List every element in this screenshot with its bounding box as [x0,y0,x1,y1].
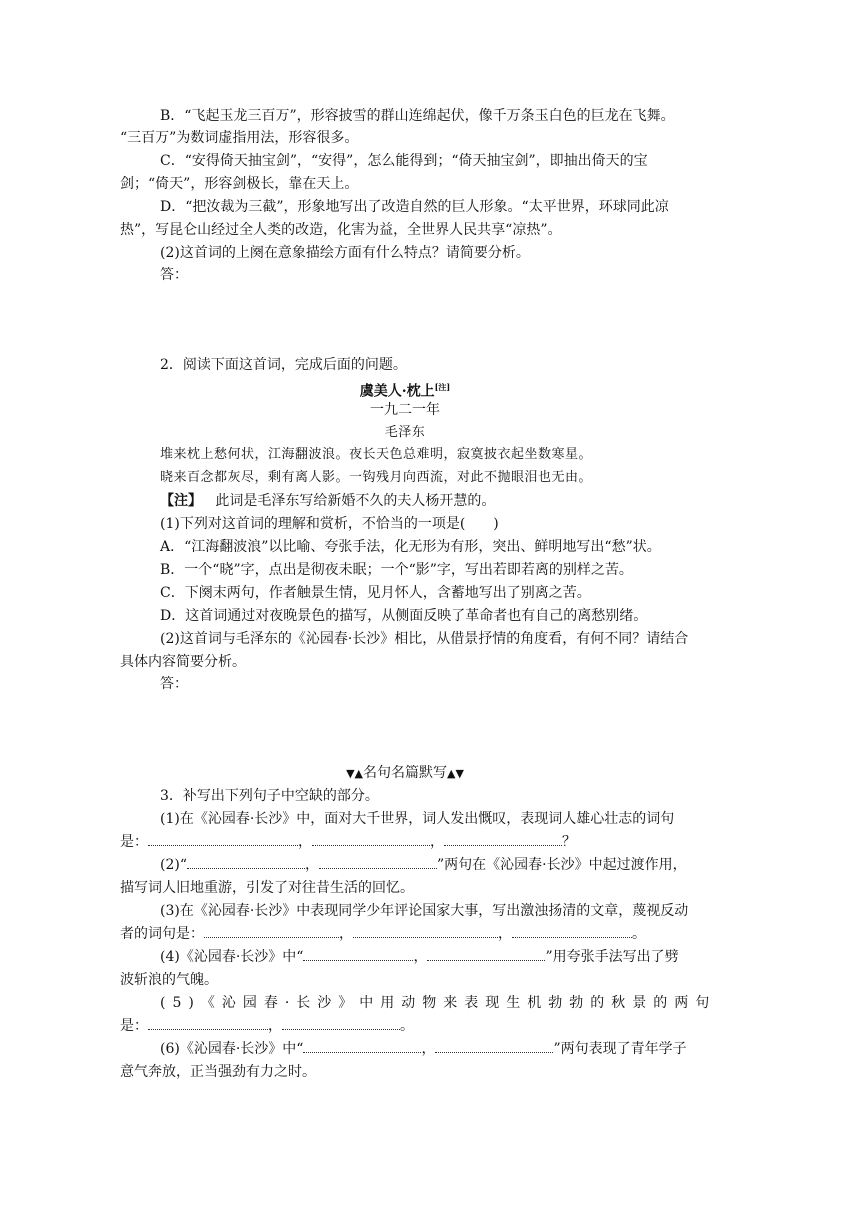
separator: ， [268,1018,282,1034]
q2-intro: 2．阅读下面这首词，完成后面的问题。 [160,357,407,373]
section-title: 名句名篇默写 [363,765,447,781]
q1-subquestion-2: (2)这首词的上阕在意象描绘方面有什么特点？请简要分析。 [160,245,530,261]
q1-option-c-line1: C．“安得倚天抽宝剑”，“安得”，怎么能得到；“倚天抽宝剑”，即抽出倚天的宝 [160,153,648,169]
blank-4-1[interactable] [303,948,413,961]
q3-item6-line2: 意气奔放，正当强劲有力之时。 [120,1064,316,1080]
q1-option-d-line1: D．“把汝裁为三截”，形象地写出了改造自然的巨人形象。“太平世界，环球同此凉 [160,199,669,215]
separator: ， [298,834,312,850]
q2-option-d: D．这首词通过对夜晚景色的描写，从侧面反映了革命者也有自己的离愁别绪。 [160,608,648,624]
q2-option-a: A．“江海翻波浪”以比喻、夸张手法，化无形为有形，突出、鲜明地写出“愁”状。 [160,539,661,555]
q2-option-b: B．一个“晓”字，点出是彻夜未眠；一个“影”字，写出若即若离的别样之苦。 [160,562,633,578]
blank-3-2[interactable] [353,925,498,938]
item5-prefix: 是： [120,1018,148,1034]
q3-item3-line2 [120,923,690,945]
q1-option-b-line1: B．“飞起玉龙三百万”，形容披雪的群山连绵起伏，像千万条玉白色的巨龙在飞舞。 [160,108,675,124]
blank-1-3[interactable] [444,833,562,846]
q3-item6-line1 [160,1038,730,1060]
q2-poem-line1: 堆来枕上愁何状，江海翻波浪。夜长天色总难明，寂寞披衣起坐数寒星。 [160,447,593,462]
blank-2-2[interactable] [319,856,437,869]
period: 。 [632,926,646,942]
q2-subquestion-1: (1)下列对这首词的理解和赏析，不恰当的一项是( ) [160,516,499,532]
q1-option-d-line2: 热”，写昆仑山经过全人类的改造，化害为益，全世界人民共享“凉热”。 [120,222,562,238]
q2-subquestion-2-line2: 具体内容简要分析。 [120,654,246,670]
q2-poem-line2: 晓来百念都灰尽，剩有离人影。一钩残月向西流，对此不抛眼泪也无由。 [160,470,593,485]
separator: ， [430,834,444,850]
q3-item2-line1 [160,854,730,876]
blank-4-2[interactable] [427,948,545,961]
q1-option-b-line2: “三百万”为数词虚指用法，形容很多。 [120,130,359,146]
poem-title-text: 虞美人·枕上 [359,383,435,400]
section-left-decoration: ▼▲ [346,767,363,780]
q3-intro: 3．补写出下列句子中空缺的部分。 [160,788,379,804]
period: 。 [400,1018,414,1034]
blank-3-3[interactable] [512,925,632,938]
item6-prefix: (6)《沁园春·长沙》中“ [160,1041,304,1057]
q3-item4-line2: 波斩浪的气魄。 [120,972,218,988]
question-mark: ？ [562,834,576,850]
blank-2-1[interactable] [187,856,305,869]
blank-3-1[interactable] [204,925,339,938]
q3-item5-line1: (5)《沁园春·长沙》中用动物来表现生机勃勃的秋景的两句 [160,995,717,1011]
note-mark: [注] [434,382,451,392]
separator: ， [305,857,319,873]
separator: ， [421,1041,436,1057]
q3-item1-line2 [120,831,690,853]
item6-suffix: ”两句表现了青年学子 [553,1041,687,1057]
section-header [120,762,690,785]
item4-prefix: (4)《沁园春·长沙》中“ [160,949,304,965]
section-right-decoration: ▲▼ [447,767,464,780]
q2-poem-author: 毛泽东 [384,425,426,440]
blank-5-1[interactable] [148,1017,268,1030]
q1-option-c-line2: 剑；“倚天”，形容剑极长，靠在天上。 [120,176,359,192]
q3-item3-line1: (3)在《沁园春·长沙》中表现同学少年评论国家大事，写出激浊扬清的文章，蔑视反动 [160,903,689,919]
q2-note [160,490,730,512]
note-label: 【注】 [160,493,202,509]
item1-prefix: 是： [120,834,148,850]
blank-5-2[interactable] [282,1017,400,1030]
separator: ， [339,926,353,942]
item2-prefix: (2)“ [160,857,187,873]
blank-1-2[interactable] [312,833,430,846]
q2-answer-label: 答： [160,676,188,692]
blank-1-1[interactable] [148,833,298,846]
q2-subquestion-2-line1: (2)这首词与毛泽东的《沁园春·长沙》相比，从借景抒情的角度看，有何不同？请结合 [160,631,689,647]
separator: ， [498,926,512,942]
item4-suffix: ”用夸张手法写出了劈 [545,949,679,965]
separator: ， [413,949,428,965]
q3-item5-line2 [120,1015,690,1037]
q2-poem-year: 一九二一年 [370,402,440,418]
blank-6-1[interactable] [303,1040,421,1053]
item3-prefix: 者的词句是： [120,926,204,942]
note-text: 此词是毛泽东写给新婚不久的夫人杨开慧的。 [215,493,496,509]
q1-answer-label: 答： [160,267,188,283]
q2-option-c: C．下阕末两句，作者触景生情，见月怀人，含蓄地写出了别离之苦。 [160,585,591,601]
q3-item2-line2: 描写词人旧地重游，引发了对往昔生活的回忆。 [120,880,414,896]
blank-6-2[interactable] [435,1040,553,1053]
q3-item1-line1: (1)在《沁园春·长沙》中，面对大千世界，词人发出慨叹，表现词人雄心壮志的词句 [160,811,675,827]
item2-suffix: ”两句在《沁园春·长沙》中起过渡作用， [437,857,687,873]
q3-item4-line1 [160,946,730,968]
